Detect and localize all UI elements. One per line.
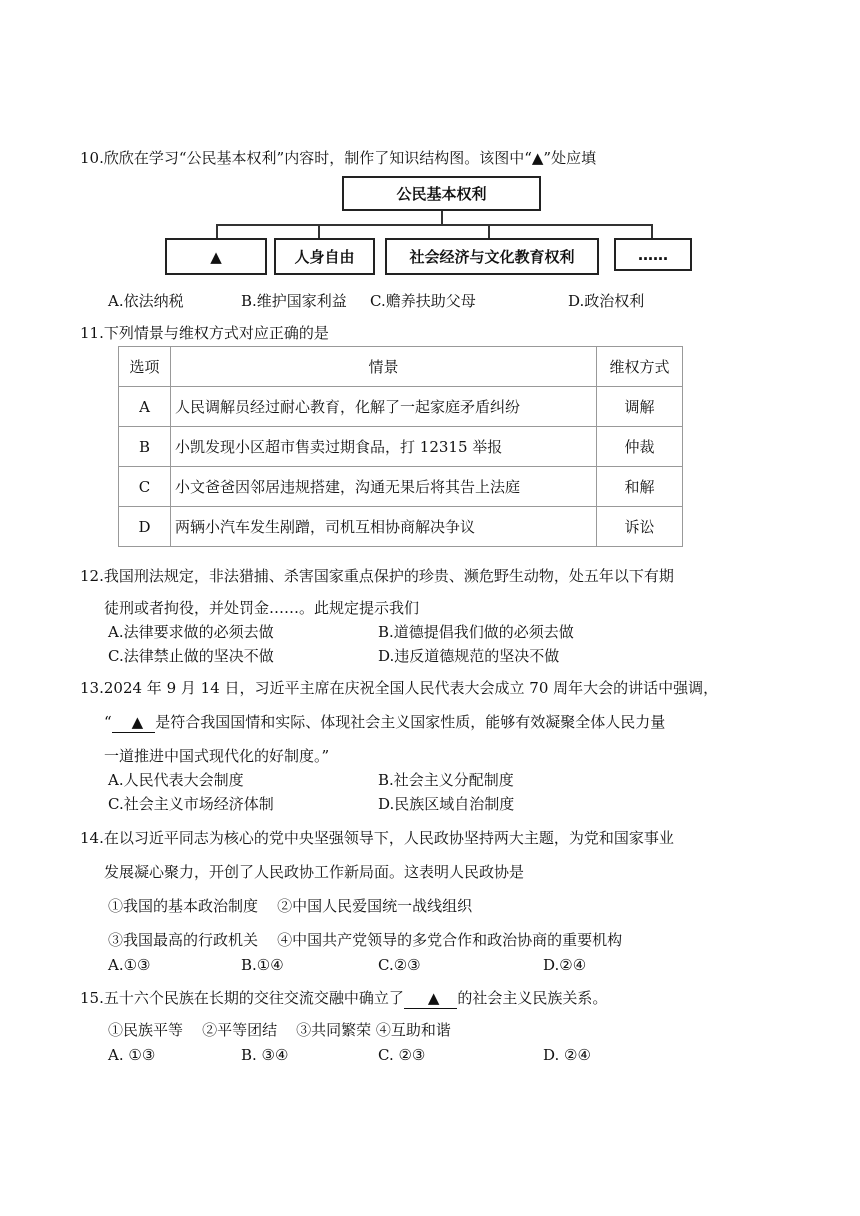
- q12-option-b: B.道德提倡我们做的必须去做: [378, 623, 574, 641]
- q14-stem-line2: 发展凝心聚力，开创了人民政协工作新局面。这表明人民政协是: [104, 863, 525, 881]
- q15-option-a: A. ①③: [108, 1046, 156, 1064]
- q15-items: ①民族平等 ②平等团结 ③共同繁荣 ④互助和谐: [108, 1021, 451, 1039]
- q15-answer-blank: ▲: [404, 988, 458, 1009]
- q14-items-row1: ①我国的基本政治制度 ②中国人民爱国统一战线组织: [108, 897, 473, 915]
- diagram-connector-horizontal: [216, 224, 652, 226]
- diagram-root-box: 公民基本权利: [342, 176, 541, 211]
- q13-option-d: D.民族区域自治制度: [378, 795, 515, 813]
- q14-stem-line1: 14.在以习近平同志为核心的党中央坚强领导下，人民政协坚持两大主题，为党和国家事业: [80, 829, 674, 847]
- table-cell: B: [119, 427, 171, 467]
- q13-option-b: B.社会主义分配制度: [378, 771, 514, 789]
- q15-stem-post: 的社会主义民族关系。: [457, 989, 608, 1007]
- diagram-child-socioeconomic-rights: 社会经济与文化教育权利: [385, 238, 599, 275]
- q10-option-d: D.政治权利: [568, 292, 645, 310]
- q12-option-a: A.法律要求做的必须去做: [108, 623, 274, 641]
- table-row: [119, 427, 683, 467]
- table-cell: 小文爸爸因邻居违规搭建，沟通无果后将其告上法庭: [171, 467, 597, 507]
- q12-stem-line1: 12.我国刑法规定，非法猎捕、杀害国家重点保护的珍贵、濒危野生动物，处五年以下有期: [80, 567, 674, 585]
- table-row: [119, 387, 683, 427]
- table-cell: 两辆小汽车发生剐蹭，司机互相协商解决争议: [171, 507, 597, 547]
- q15-stem-pre: 15.五十六个民族在长期的交往交流交融中确立了: [80, 989, 404, 1007]
- table-cell: 调解: [597, 387, 683, 427]
- q13-answer-blank: ▲: [112, 712, 156, 733]
- table-cell: 小凯发现小区超市售卖过期食品，打 12315 举报: [171, 427, 597, 467]
- q12-stem-line2: 徒刑或者拘役，并处罚金……。此规定提示我们: [104, 599, 420, 617]
- table-row: [119, 507, 683, 547]
- q15-option-d: D. ②④: [543, 1046, 591, 1064]
- q12-option-c: C.法律禁止做的坚决不做: [108, 647, 274, 665]
- table-cell: 诉讼: [597, 507, 683, 547]
- q13-stem-line3: 一道推进中国式现代化的好制度。”: [104, 747, 330, 765]
- table-cell: 仲裁: [597, 427, 683, 467]
- q13-open-quote: “: [104, 713, 112, 731]
- diagram-connector-3: [488, 224, 490, 238]
- table-cell: D: [119, 507, 171, 547]
- diagram-child-blank: ▲: [165, 238, 267, 275]
- q11-stem: 11.下列情景与维权方式对应正确的是: [80, 324, 329, 342]
- q14-option-c: C.②③: [378, 956, 421, 974]
- q15-option-b: B. ③④: [241, 1046, 289, 1064]
- q14-option-d: D.②④: [543, 956, 587, 974]
- q14-items-row2: ③我国最高的行政机关 ④中国共产党领导的多党合作和政治协商的重要机构: [108, 931, 623, 949]
- q11-table: [118, 346, 683, 547]
- diagram-connector-4: [651, 224, 653, 238]
- table-header-cell: 选项: [119, 347, 171, 387]
- q14-option-b: B.①④: [241, 956, 284, 974]
- table-header-cell: 维权方式: [597, 347, 683, 387]
- q13-option-a: A.人民代表大会制度: [108, 771, 244, 789]
- q13-option-c: C.社会主义市场经济体制: [108, 795, 274, 813]
- diagram-connector-2: [318, 224, 320, 238]
- table-cell: 和解: [597, 467, 683, 507]
- q14-option-a: A.①③: [108, 956, 151, 974]
- q10-option-c: C.赡养扶助父母: [370, 292, 476, 310]
- table-cell: 人民调解员经过耐心教育，化解了一起家庭矛盾纠纷: [171, 387, 597, 427]
- q10-option-a: A.依法纳税: [108, 292, 184, 310]
- q13-stem-line1: 13.2024 年 9 月 14 日，习近平主席在庆祝全国人民代表大会成立 70 周年大会的讲话中强调，: [80, 679, 719, 697]
- q13-stem-line2-text: 是符合我国国情和实际、体现社会主义国家性质，能够有效凝聚全体人民力量: [155, 713, 666, 731]
- table-cell: C: [119, 467, 171, 507]
- diagram-connector-vertical: [441, 211, 443, 225]
- table-cell: A: [119, 387, 171, 427]
- table-header-cell: 情景: [171, 347, 597, 387]
- diagram-child-personal-freedom: 人身自由: [274, 238, 375, 275]
- q12-option-d: D.违反道德规范的坚决不做: [378, 647, 560, 665]
- table-row: [119, 467, 683, 507]
- q15-stem: [80, 988, 607, 1009]
- diagram-child-ellipsis: ……: [614, 238, 692, 271]
- q10-stem: 10.欣欣在学习“公民基本权利”内容时，制作了知识结构图。该图中“▲”处应填: [80, 149, 597, 167]
- q10-option-b: B.维护国家利益: [241, 292, 347, 310]
- table-header-row: [119, 347, 683, 387]
- q15-option-c: C. ②③: [378, 1046, 426, 1064]
- q13-stem-line2: [104, 712, 665, 733]
- diagram-connector-1: [216, 224, 218, 238]
